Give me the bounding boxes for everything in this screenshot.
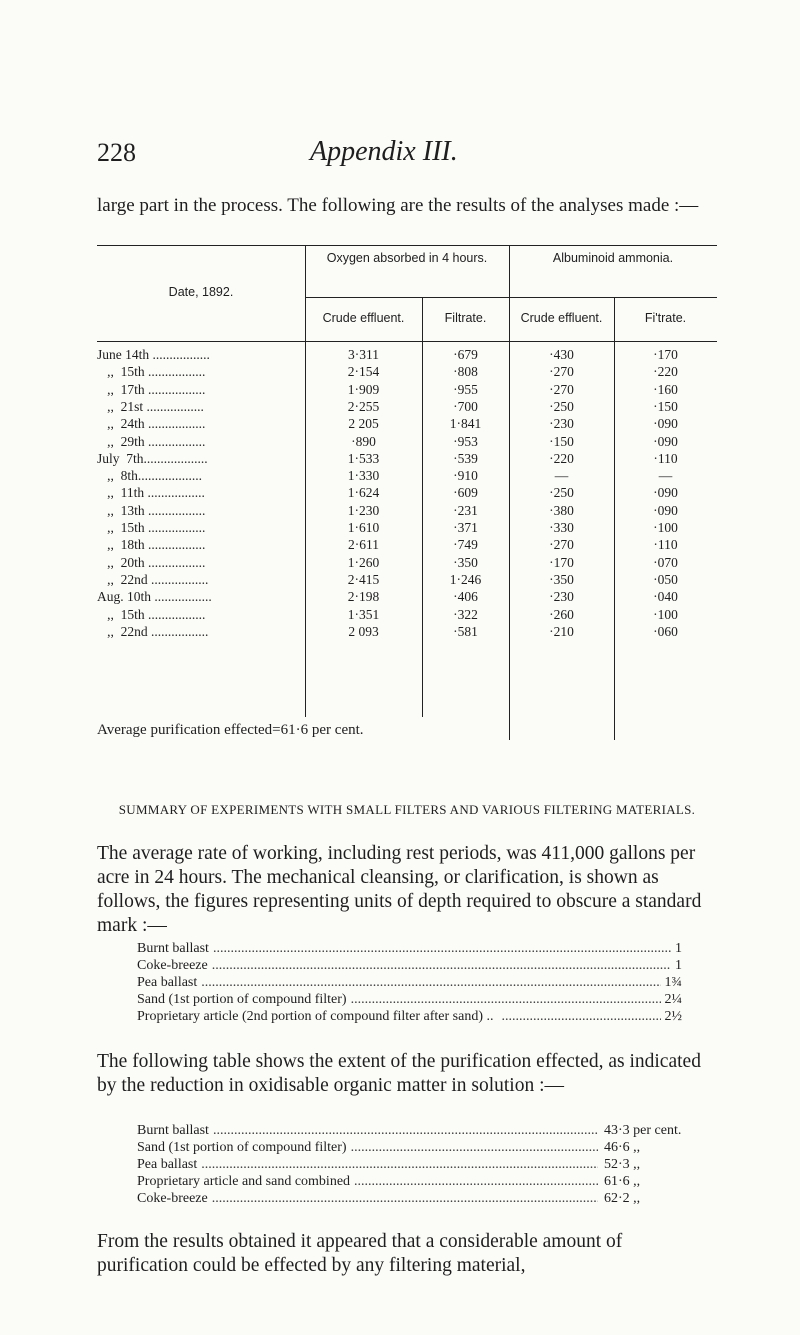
table-cell: ·270 — [549, 364, 574, 380]
table-cell: ·220 — [653, 364, 678, 380]
row-date: ,, 17th ................. — [97, 381, 206, 397]
table-cell: ·090 — [653, 502, 678, 518]
row-date: ,, 11th ................. — [97, 485, 205, 501]
table-cell: ·910 — [453, 468, 478, 484]
table-cell: ·380 — [549, 502, 574, 518]
table-cell: 2·611 — [348, 537, 379, 553]
table-cell: ·430 — [549, 347, 574, 362]
table-cell: 1·610 — [347, 520, 380, 535]
table-row — [97, 503, 717, 521]
table-row — [97, 434, 717, 452]
row-date: ,, 21st ................. — [97, 398, 204, 414]
table-cell: ·322 — [453, 606, 478, 622]
table-cell: 1·330 — [347, 468, 380, 484]
table-row — [97, 468, 717, 486]
table-cell: ·609 — [453, 485, 478, 501]
paragraph-rate: The average rate of working, including rest periods, was 411,000 gallons per acre in 24 hours. The mechanical cleansing, or clarification, is shown as follows, the figures representing units of depth required to obscure a standard mark :— — [97, 843, 702, 936]
table-cell: ·539 — [453, 450, 478, 466]
summary-title: SUMMARY OF EXPERIMENTS WITH SMALL FILTERS AND VARIOUS FILTERING MATERIALS. — [118, 802, 696, 817]
table-cell: ·170 — [549, 554, 574, 570]
row-date: ,, 29th ................. — [97, 433, 206, 449]
table-cell: ·270 — [549, 537, 574, 553]
table-cell: ·808 — [453, 364, 478, 380]
list-item: Proprietary article (2nd portion of compound filter after sand) .. ..... 2½ — [137, 1008, 682, 1025]
table-cell: 1·533 — [347, 450, 380, 466]
table-cell: ·150 — [653, 398, 678, 414]
row-date: ,, 22nd ................. — [97, 623, 209, 639]
table-row — [97, 589, 717, 607]
table-cell: ·110 — [653, 537, 678, 553]
table-cell: ·090 — [653, 485, 678, 501]
table-row — [97, 555, 717, 573]
row-date: Aug. 10th ................. — [97, 589, 212, 605]
table-row — [97, 607, 717, 625]
table-row — [97, 537, 717, 555]
table-row — [97, 451, 717, 469]
row-date: ,, 15th ................. — [97, 606, 206, 622]
table-cell: 2·255 — [347, 398, 380, 414]
table-cell: ·250 — [549, 485, 574, 501]
average-note: Average purification effected=61·6 per cent. — [97, 722, 364, 738]
table-cell: ·050 — [653, 571, 678, 587]
table-cell: ·581 — [453, 623, 478, 639]
table-cell: ·260 — [549, 606, 574, 622]
subheader-crude-effluent: Crude effluent. — [322, 311, 405, 325]
table-cell: 1·624 — [347, 485, 380, 501]
table-cell: ·210 — [549, 623, 574, 639]
list-item: Coke-breeze ..... 1 — [137, 957, 682, 974]
list-item: Sand (1st portion of compound filter) ..... 2¼ — [137, 991, 682, 1008]
intro-text: large part in the process. The following are the results of the analyses made :— — [97, 195, 699, 216]
table-row — [97, 520, 717, 538]
table-cell: ·220 — [549, 450, 574, 466]
table-cell: ·160 — [653, 381, 678, 397]
table-cell: 1·230 — [347, 502, 380, 518]
table-cell: ·090 — [653, 416, 678, 432]
table-cell: 1·909 — [347, 381, 380, 397]
date-header: Date, 1892. — [168, 285, 234, 299]
table-cell: ·170 — [653, 347, 678, 362]
analysis-table — [97, 245, 717, 740]
table-cell: ·270 — [549, 381, 574, 397]
row-date: ,, 15th ................. — [97, 364, 206, 380]
table-row — [97, 364, 717, 382]
table-cell: ·679 — [453, 347, 478, 362]
table-cell: 1·351 — [347, 606, 380, 622]
subheader-crude-effluent: Crude effluent. — [520, 311, 603, 325]
table-cell: ·060 — [653, 623, 678, 639]
table-cell: ·110 — [653, 450, 678, 466]
table-row — [97, 399, 717, 417]
table-cell: ·350 — [453, 554, 478, 570]
table-row — [97, 624, 717, 642]
table-cell: 2·154 — [347, 364, 380, 380]
table-cell: ·230 — [549, 589, 574, 605]
row-date: June 14th ................. — [97, 347, 210, 362]
table-cell: ·231 — [453, 502, 478, 518]
table-cell: ·371 — [453, 520, 478, 535]
row-date: ,, 22nd ................. — [97, 571, 209, 587]
row-date: ,, 18th ................. — [97, 537, 206, 553]
table-cell: ·953 — [453, 433, 478, 449]
table-cell: ·955 — [453, 381, 478, 397]
purification-list — [137, 1122, 682, 1207]
subheader-filtrate: Filtrate. — [444, 311, 487, 325]
row-date: ,, 13th ................. — [97, 502, 206, 518]
table-cell: ·406 — [453, 589, 478, 605]
row-date: ,, 24th ................. — [97, 416, 206, 432]
paragraph-purification: The following table shows the extent of the purification effected, as indicated by the reduction in oxidisable organic matter in solution :— — [97, 1051, 701, 1096]
list-item: Burnt ballast ..... 43·3 per cent. — [137, 1122, 682, 1139]
list-item: Sand (1st portion of compound filter) ..... 46·6 ,, — [137, 1139, 682, 1156]
list-item: Pea ballast ..... 52·3 ,, — [137, 1156, 682, 1173]
table-row — [97, 347, 717, 365]
table-cell: ·749 — [453, 537, 478, 553]
table-cell: ·150 — [549, 433, 574, 449]
table-cell: 2 093 — [348, 623, 379, 639]
table-cell: 1·260 — [347, 554, 380, 570]
depth-list — [137, 940, 682, 1025]
table-cell: ·100 — [653, 606, 678, 622]
list-item: Coke-breeze ..... 62·2 ,, — [137, 1190, 682, 1207]
table-cell: — — [554, 468, 569, 484]
table-cell: ·700 — [453, 398, 478, 414]
list-item: Proprietary article and sand combined ..... 61·6 ,, — [137, 1173, 682, 1190]
oxygen-header: Oxygen absorbed in 4 hours. — [326, 251, 488, 265]
paragraph-results: From the results obtained it appeared that a considerable amount of purification could be effected by any filtering material, — [97, 1231, 623, 1276]
table-cell: ·250 — [549, 398, 574, 414]
table-cell: ·100 — [653, 520, 678, 535]
table-cell: 1·246 — [449, 571, 482, 587]
ammonia-header: Albuminoid ammonia. — [552, 251, 674, 265]
table-cell: ·090 — [653, 433, 678, 449]
table-cell: 2 205 — [348, 416, 379, 432]
list-item: Pea ballast ..... 1¾ — [137, 974, 682, 991]
table-cell: 2·415 — [347, 571, 380, 587]
page-title: Appendix III. — [310, 136, 458, 167]
row-date: ,, 15th ................. — [97, 520, 206, 535]
table-row — [97, 416, 717, 434]
row-date: July 7th................... — [97, 450, 208, 466]
row-date: ,, 8th................... — [97, 468, 203, 484]
table-cell: ·330 — [549, 520, 574, 535]
table-row — [97, 382, 717, 400]
table-cell: 1·841 — [449, 416, 482, 432]
table-cell: ·070 — [653, 554, 678, 570]
page-number: 228 — [97, 138, 136, 167]
row-date: ,, 20th ................. — [97, 554, 206, 570]
table-row — [97, 485, 717, 503]
table-row — [97, 572, 717, 590]
table-cell: ·230 — [549, 416, 574, 432]
table-cell: ·350 — [549, 571, 574, 587]
table-cell: ·040 — [653, 589, 678, 605]
subheader-filtrate: Fi'trate. — [644, 311, 687, 325]
table-cell: ·890 — [351, 433, 376, 449]
table-cell: 2·198 — [347, 589, 380, 605]
list-item: Burnt ballast ..... 1 — [137, 940, 682, 957]
table-cell: — — [658, 468, 673, 484]
table-cell: 3·311 — [348, 347, 379, 362]
